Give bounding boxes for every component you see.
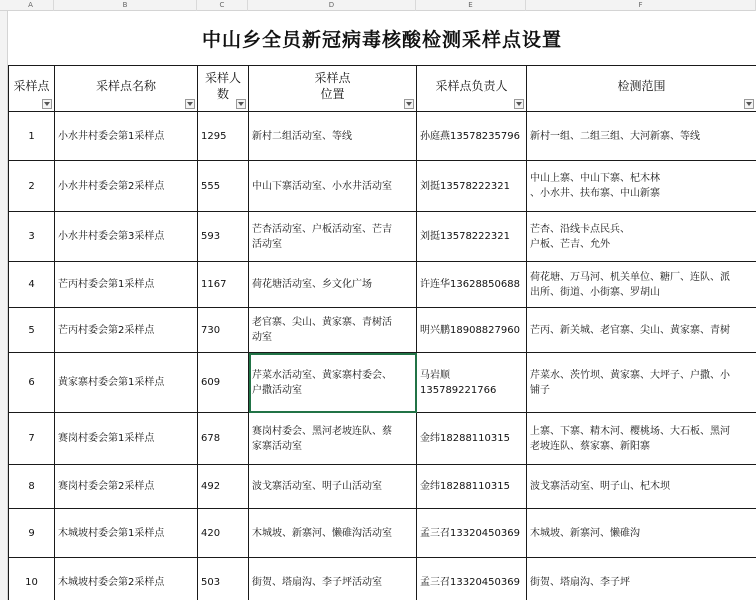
cell-no[interactable]: 1 <box>9 112 55 161</box>
cell-no[interactable]: 6 <box>9 353 55 413</box>
cell-no[interactable]: 5 <box>9 308 55 353</box>
cell-count[interactable]: 730 <box>198 308 249 353</box>
cell-leader[interactable]: 许连华13628850688 <box>417 262 527 308</box>
cell-no[interactable]: 3 <box>9 212 55 262</box>
cell-count[interactable]: 1295 <box>198 112 249 161</box>
header-cell-count[interactable] <box>198 66 249 112</box>
table-row <box>9 308 756 353</box>
cell-name[interactable]: 芒丙村委会第1采样点 <box>55 262 198 308</box>
table-row <box>9 112 756 161</box>
cell-location[interactable]: 新村二组活动室、等线 <box>249 112 417 161</box>
cell-name[interactable]: 赛岗村委会第1采样点 <box>55 413 198 465</box>
cell-leader[interactable]: 孟三召13320450369 <box>417 558 527 600</box>
cell-scope[interactable]: 荷花塘、万马河、机关单位、糖厂、连队、派 出所、街道、小街寨、罗胡山 <box>527 262 756 308</box>
cell-name[interactable]: 赛岗村委会第2采样点 <box>55 465 198 509</box>
table-row <box>9 413 756 465</box>
table-row <box>9 509 756 558</box>
cell-leader[interactable]: 孙庭燕13578235796 <box>417 112 527 161</box>
cell-no[interactable]: 2 <box>9 161 55 212</box>
header-label: 检测范围 <box>617 78 666 93</box>
cell-scope[interactable]: 波戈寨活动室、明子山、杞木坝 <box>527 465 756 509</box>
cell-leader[interactable]: 刘挺13578222321 <box>417 161 527 212</box>
cell-name[interactable]: 木城坡村委会第2采样点 <box>55 558 198 600</box>
cell-name[interactable]: 黄家寨村委会第1采样点 <box>55 353 198 413</box>
cell-name[interactable]: 小水井村委会第1采样点 <box>55 112 198 161</box>
cell-location[interactable]: 木城坡、新寨河、懒碓沟活动室 <box>249 509 417 558</box>
cell-scope[interactable]: 芒丙、新关城、老官寨、尖山、黄家寨、青树 <box>527 308 756 353</box>
header-label: 采样点 位置 <box>314 70 351 101</box>
header-cell-location[interactable] <box>249 66 417 112</box>
cell-location[interactable]: 荷花塘活动室、乡文化广场 <box>249 262 417 308</box>
cell-name[interactable]: 小水井村委会第3采样点 <box>55 212 198 262</box>
header-cell-no[interactable] <box>9 66 55 112</box>
header-cell-scope[interactable] <box>527 66 756 112</box>
filter-dropdown-icon[interactable] <box>236 99 246 109</box>
cell-no[interactable]: 4 <box>9 262 55 308</box>
cell-scope[interactable]: 新村一组、二组三组、大河新寨、等线 <box>527 112 756 161</box>
cell-count[interactable]: 503 <box>198 558 249 600</box>
cell-count[interactable]: 420 <box>198 509 249 558</box>
header-cell-leader[interactable] <box>417 66 527 112</box>
header-label: 采样点名称 <box>95 78 156 93</box>
cell-scope[interactable]: 木城坡、新寨河、懒碓沟 <box>527 509 756 558</box>
header-label: 采样点负责人 <box>435 78 508 93</box>
cell-location[interactable]: 街贺、塔扇沟、李子坪活动室 <box>249 558 417 600</box>
header-cell-name[interactable] <box>55 66 198 112</box>
cell-scope[interactable]: 芹菜水、茨竹坝、黄家寨、大坪子、户撒、小 铺子 <box>527 353 756 413</box>
sampling-points-table <box>8 65 756 600</box>
column-header-e[interactable]: E <box>416 0 526 11</box>
cell-leader[interactable]: 刘挺13578222321 <box>417 212 527 262</box>
cell-leader[interactable]: 金纬18288110315 <box>417 413 527 465</box>
sheet-title[interactable]: 中山乡全员新冠病毒核酸检测采样点设置 <box>201 28 562 51</box>
table-row <box>9 161 756 212</box>
cell-count[interactable]: 678 <box>198 413 249 465</box>
column-header-a[interactable]: A <box>8 0 54 11</box>
column-header-f[interactable]: F <box>526 0 756 11</box>
cell-location[interactable]: 芹菜水活动室、黄家寨村委会、 户撒活动室 <box>249 353 417 413</box>
cell-count[interactable]: 1167 <box>198 262 249 308</box>
filter-dropdown-icon[interactable] <box>185 99 195 109</box>
cell-no[interactable]: 10 <box>9 558 55 600</box>
cell-no[interactable]: 8 <box>9 465 55 509</box>
cell-location[interactable]: 中山下寨活动室、小水井活动室 <box>249 161 417 212</box>
cell-no[interactable]: 7 <box>9 413 55 465</box>
filter-dropdown-icon[interactable] <box>42 99 52 109</box>
column-header-b[interactable]: B <box>54 0 197 11</box>
row-header-gutter <box>0 11 8 600</box>
cell-location[interactable]: 波戈寨活动室、明子山活动室 <box>249 465 417 509</box>
cell-leader[interactable]: 马岩顺135789221766 <box>417 353 527 413</box>
header-label: 采样人 数 <box>204 70 241 101</box>
filter-dropdown-icon[interactable] <box>514 99 524 109</box>
header-row <box>9 66 756 112</box>
cell-name[interactable]: 小水井村委会第2采样点 <box>55 161 198 212</box>
cell-scope[interactable]: 上寨、下寨、精木河、樱桃场、大石板、黑河 老坡连队、蔡家寨、新阳寨 <box>527 413 756 465</box>
cell-name[interactable]: 芒丙村委会第2采样点 <box>55 308 198 353</box>
column-header-bar <box>0 0 756 11</box>
cell-leader[interactable]: 明兴鹏18908827960 <box>417 308 527 353</box>
cell-count[interactable]: 609 <box>198 353 249 413</box>
filter-dropdown-icon[interactable] <box>404 99 414 109</box>
table-row <box>9 353 756 413</box>
table-row <box>9 558 756 600</box>
table-row <box>9 465 756 509</box>
filter-dropdown-icon[interactable] <box>744 99 754 109</box>
cell-scope[interactable]: 芒杏、沿线卡点民兵、 户板、芒吉、允外 <box>527 212 756 262</box>
table-row <box>9 212 756 262</box>
table-row <box>9 262 756 308</box>
column-header-d[interactable]: D <box>248 0 416 11</box>
column-header-c[interactable]: C <box>197 0 248 11</box>
cell-name[interactable]: 木城坡村委会第1采样点 <box>55 509 198 558</box>
cell-location[interactable]: 赛岗村委会、黑河老坡连队、蔡 家寨活动室 <box>249 413 417 465</box>
cell-scope[interactable]: 中山上寨、中山下寨、杞木林 、小水井、扶布寨、中山新寨 <box>527 161 756 212</box>
cell-location[interactable]: 老官寨、尖山、黄家寨、青树活 动室 <box>249 308 417 353</box>
header-label: 采样点 <box>13 78 50 93</box>
cell-no[interactable]: 9 <box>9 509 55 558</box>
cell-count[interactable]: 492 <box>198 465 249 509</box>
cell-leader[interactable]: 金纬18288110315 <box>417 465 527 509</box>
cell-leader[interactable]: 孟三召13320450369 <box>417 509 527 558</box>
cell-count[interactable]: 555 <box>198 161 249 212</box>
cell-scope[interactable]: 街贺、塔扇沟、李子坪 <box>527 558 756 600</box>
cell-location[interactable]: 芒杏活动室、户板活动室、芒吉 活动室 <box>249 212 417 262</box>
cell-count[interactable]: 593 <box>198 212 249 262</box>
